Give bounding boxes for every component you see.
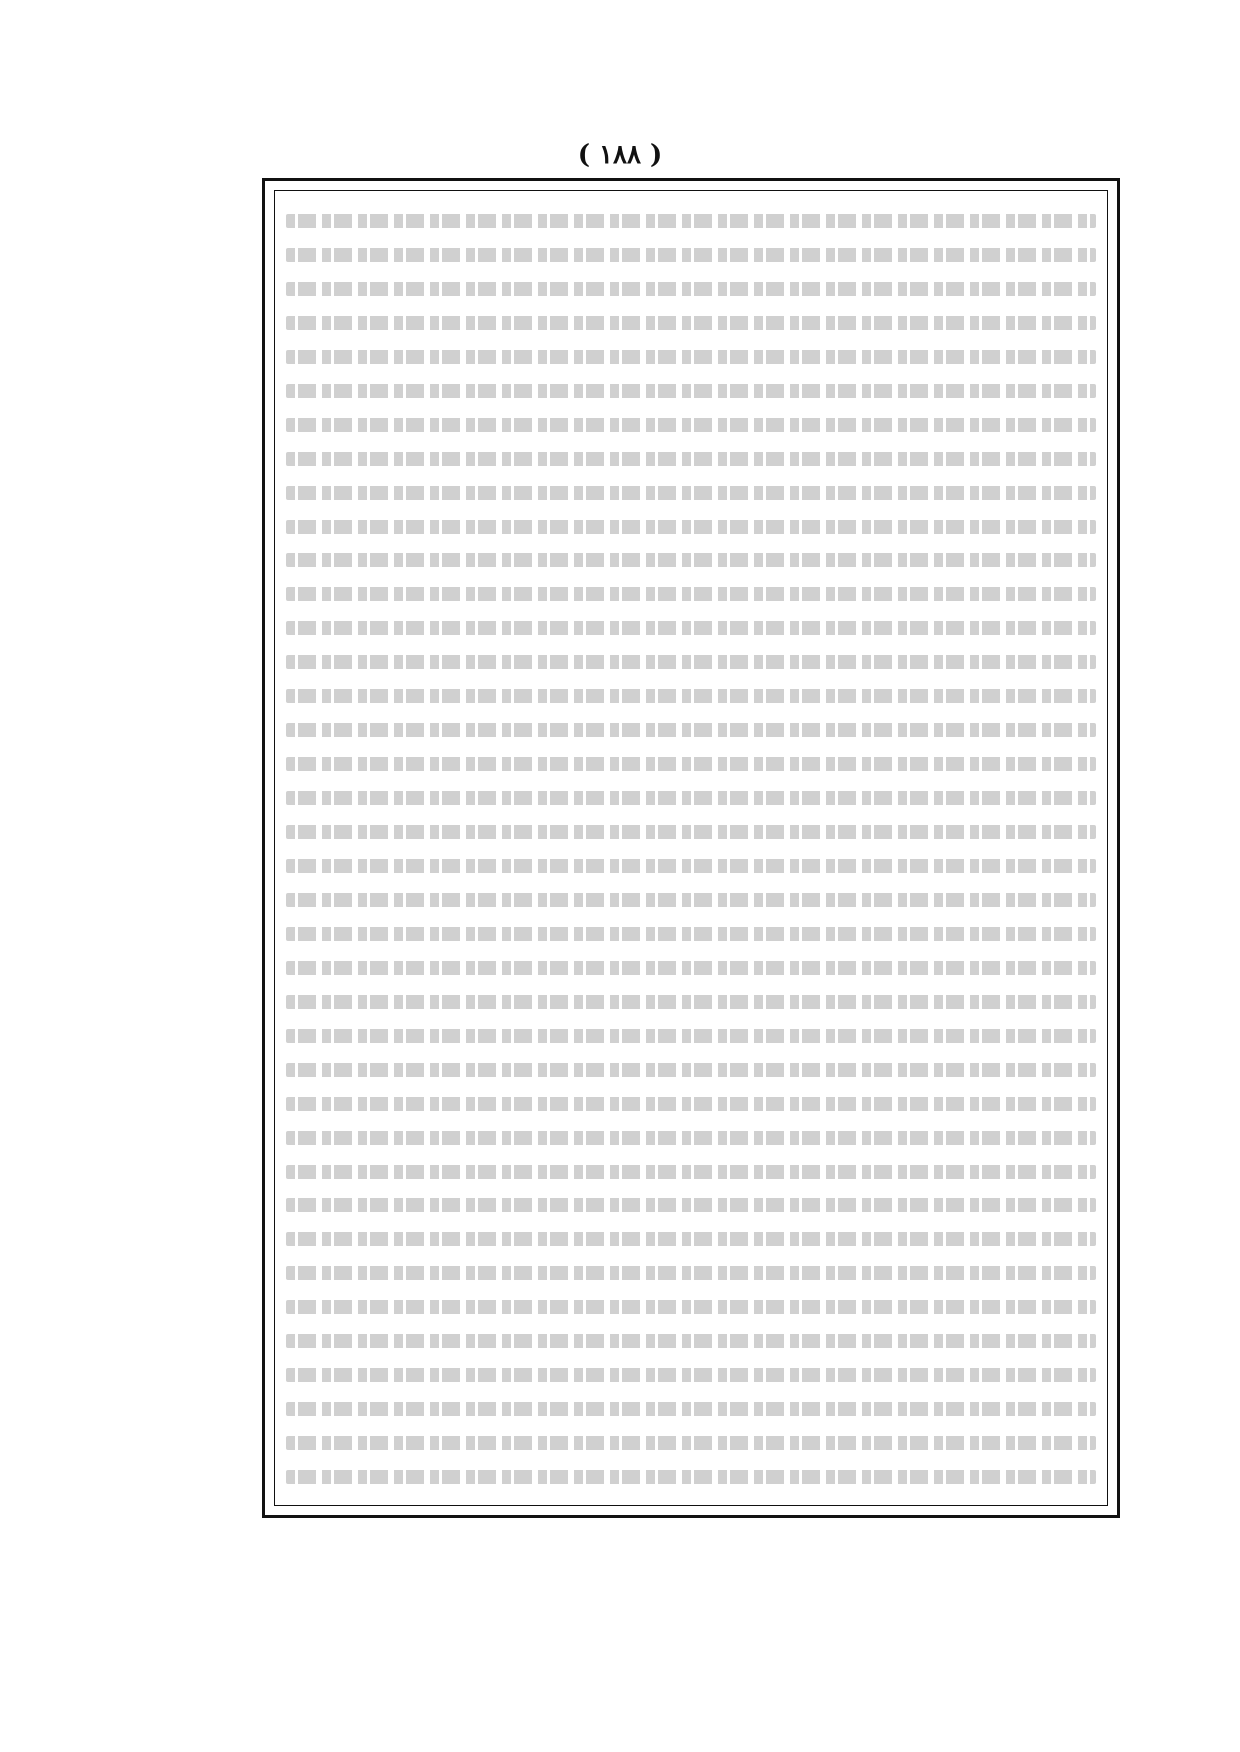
body-text-line [286, 1097, 1096, 1111]
body-text-line [286, 893, 1096, 907]
body-text-line [286, 1436, 1096, 1450]
body-text-line [286, 757, 1096, 771]
page-number: ( ١٨٨ ) [577, 140, 663, 170]
body-text-line [286, 214, 1096, 228]
body-text-line [286, 384, 1096, 398]
body-text-line [286, 1334, 1096, 1348]
body-text-line [286, 1063, 1096, 1077]
body-text-line [286, 927, 1096, 941]
body-text-line [286, 689, 1096, 703]
body-text-line [286, 520, 1096, 534]
body-text-block [286, 204, 1096, 1494]
body-text-line [286, 248, 1096, 262]
body-text-line [286, 1232, 1096, 1246]
body-text-line [286, 1198, 1096, 1212]
body-text-line [286, 1368, 1096, 1382]
body-text-line [286, 553, 1096, 567]
body-text-line [286, 418, 1096, 432]
body-text-line [286, 791, 1096, 805]
body-text-line [286, 995, 1096, 1009]
body-text-line [286, 1402, 1096, 1416]
body-text-line [286, 961, 1096, 975]
body-text-line [286, 1029, 1096, 1043]
body-text-line [286, 1300, 1096, 1314]
body-text-line [286, 1131, 1096, 1145]
body-text-line [286, 1266, 1096, 1280]
body-text-line [286, 452, 1096, 466]
body-text-line [286, 621, 1096, 635]
body-text-line [286, 1165, 1096, 1179]
body-text-line [286, 1470, 1096, 1484]
body-text-line [286, 825, 1096, 839]
body-text-line [286, 859, 1096, 873]
body-text-line [286, 282, 1096, 296]
body-text-line [286, 316, 1096, 330]
body-text-line [286, 486, 1096, 500]
body-text-line [286, 655, 1096, 669]
body-text-line [286, 350, 1096, 364]
body-text-line [286, 587, 1096, 601]
body-text-line [286, 723, 1096, 737]
